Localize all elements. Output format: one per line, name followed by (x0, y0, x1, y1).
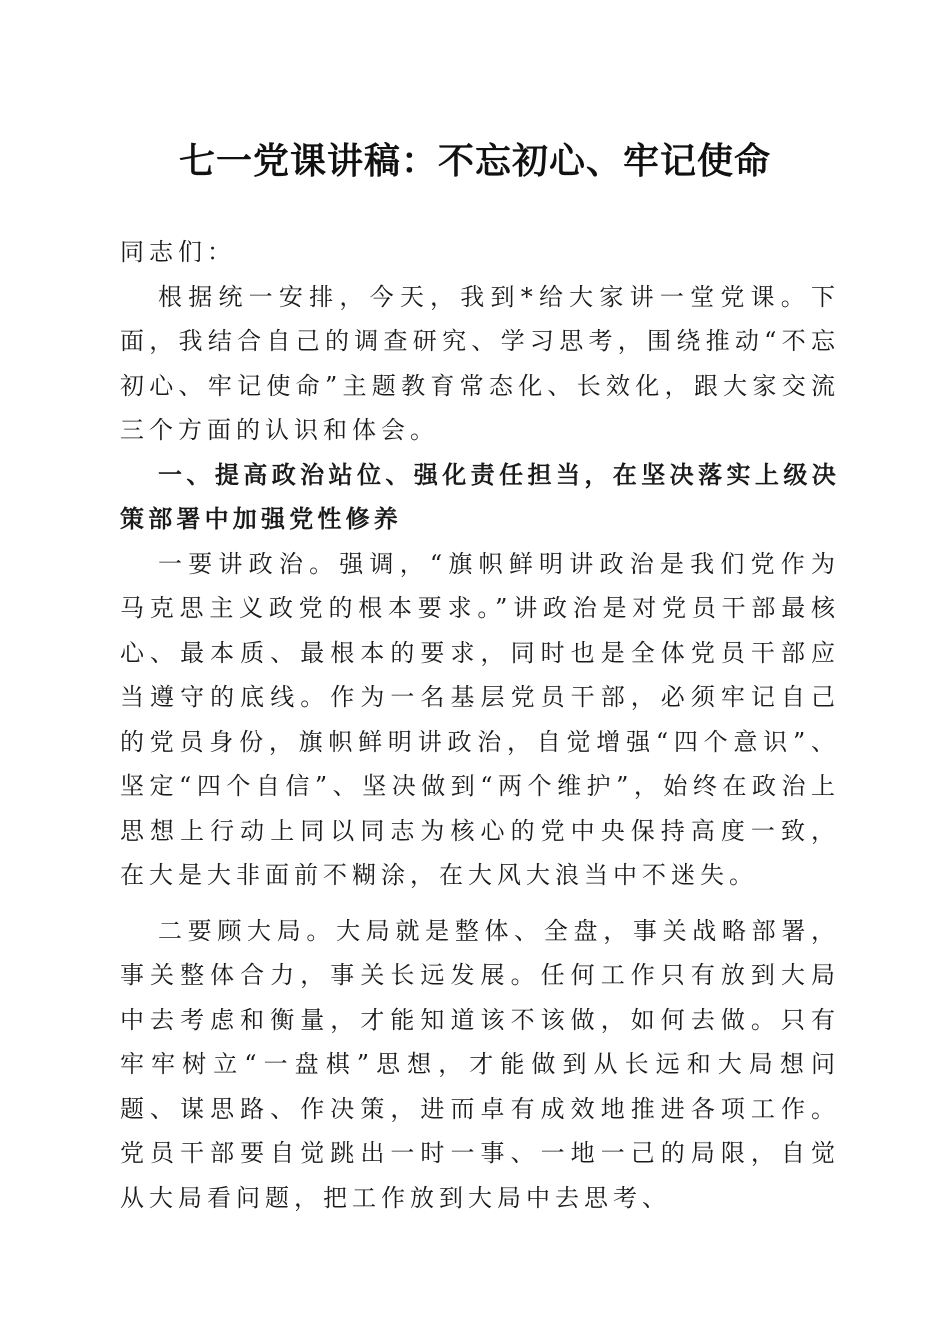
body-paragraph: 二要顾大局。大局就是整体、全盘，事关战略部署，事关整体合力，事关长远发展。任何工作只有放到大局中去考虑和衡量，才能知道该不该做，如何去做。只有牢牢树立“一盘棋”思想，才能做到从长远和大局想问题、谋思路、作决策，进而卓有成效地推进各项工作。党员干部要自觉跳出一时一事、一地一己的局限，自觉从大局看问题，把工作放到大局中去思考、 (120, 916, 840, 1212)
document-body (120, 230, 840, 1220)
body-paragraph: 一要讲政治。强调，“旗帜鲜明讲政治是我们党作为马克思主义政党的根本要求。”讲政治是对党员干部最核心、最本质、最根本的要求，同时也是全体党员干部应当遵守的底线。作为一名基层党员干部，必须牢记自己的党员身份，旗帜鲜明讲政治，自觉增强“四个意识”、坚定“四个自信”、坚决做到“两个维护”，始终在政治上思想上行动上同以同志为核心的党中央保持高度一致，在大是大非面前不糊涂，在大风大浪当中不迷失。 (120, 549, 840, 889)
document-title: 七一党课讲稿：不忘初心、牢记使命 (178, 140, 771, 182)
section-heading: 一、提高政治站位、强化责任担当，在坚决落实上级决策部署中加强党性修养 (120, 460, 840, 533)
intro-paragraph: 根据统一安排，今天，我到*给大家讲一堂党课。下面，我结合自己的调查研究、学习思考，围绕推动“不忘初心、牢记使命”主题教育常态化、长效化，跟大家交流三个方面的认识和体会。 (120, 282, 840, 444)
salutation: 同志们： (120, 238, 236, 266)
